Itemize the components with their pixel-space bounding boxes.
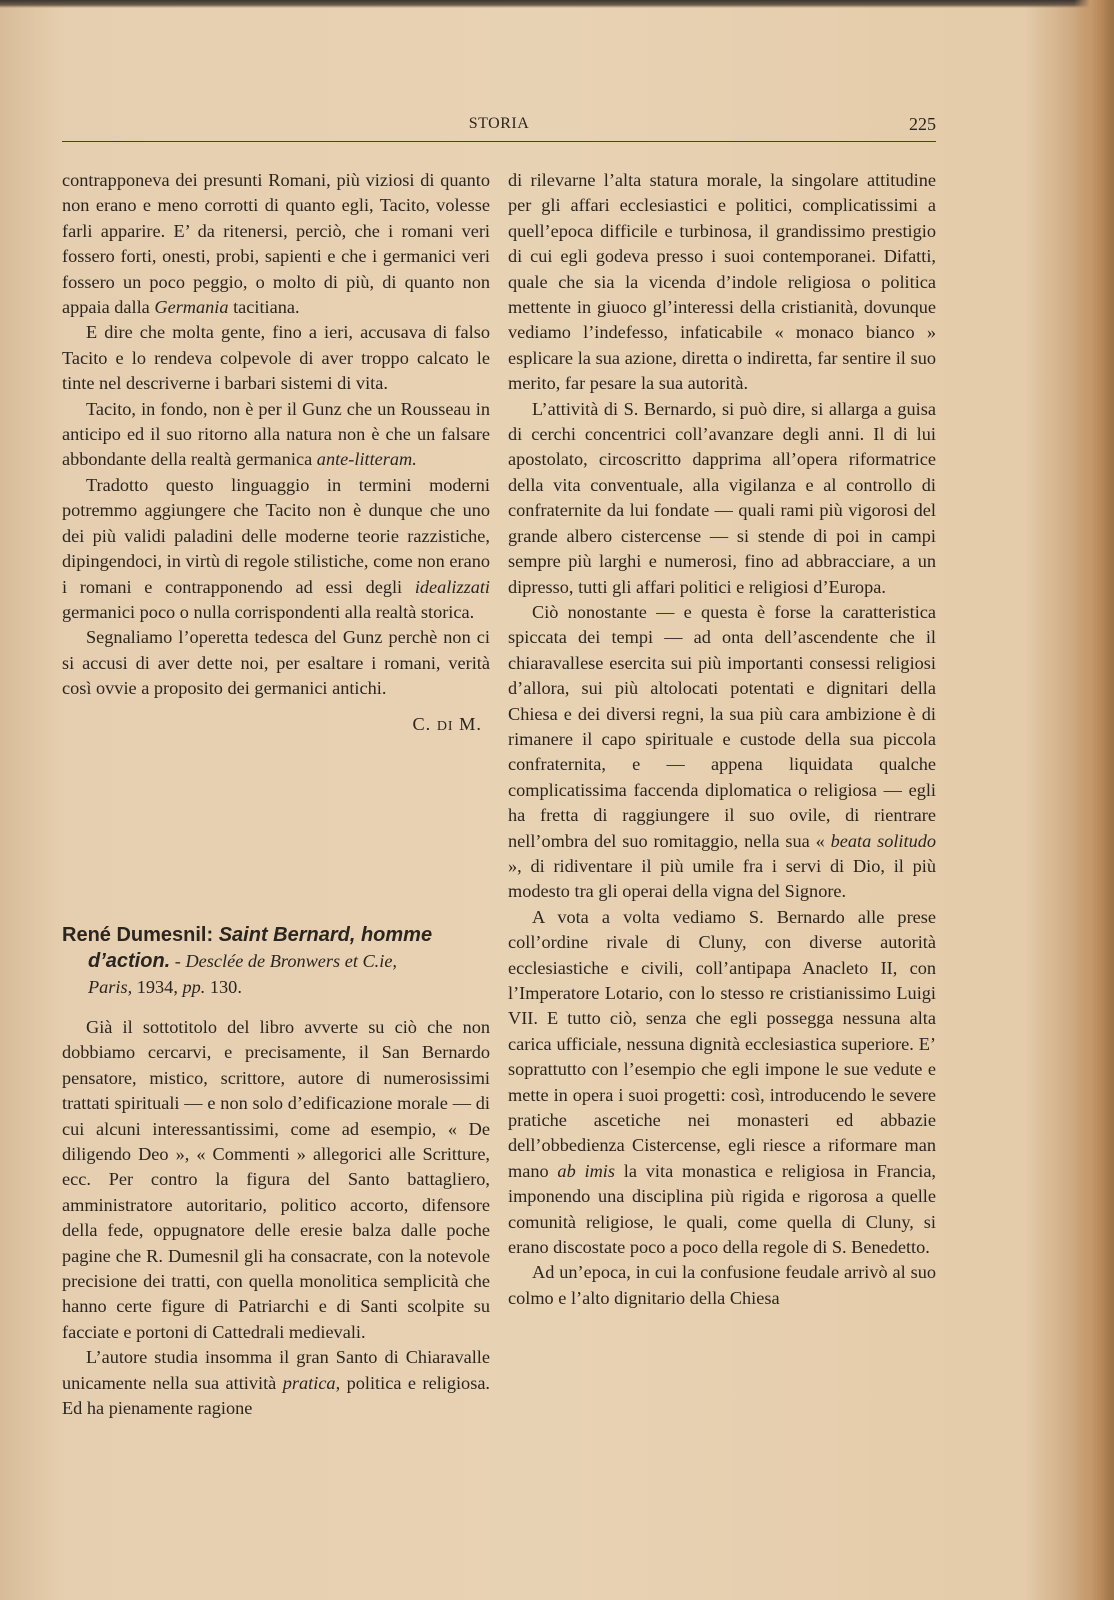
- book-spine-shadow: [1074, 0, 1114, 1600]
- paragraph: [62, 1345, 490, 1421]
- text-run: L’autore studia insomma il gran Santo di Chiaravalle unicamente nella sua attività: [62, 1347, 490, 1393]
- italic-text: ante-litteram.: [316, 449, 417, 470]
- paragraph: [508, 600, 936, 905]
- italic-text: Germania: [154, 297, 229, 318]
- place: Paris,: [88, 977, 133, 997]
- text-run: tacitiana.: [228, 297, 300, 318]
- signature: [62, 712, 482, 739]
- italic-text: pratica,: [282, 1372, 341, 1393]
- book-title: Saint Bernard, homme: [218, 924, 433, 946]
- page-number: 225: [909, 114, 936, 134]
- page-top-edge: [0, 0, 1114, 8]
- page-count: 130.: [205, 977, 242, 997]
- text-run: Tradotto questo linguaggio in termini moderni potremmo aggiungere che Tacito non è dunque che uno dei più validi paladini delle moderne teorie razzistiche, dipingendoci, in virtù di regole stilistiche, come non erano i romani e contrapponendo ad essi degli: [62, 474, 490, 597]
- review-body: [62, 1015, 490, 1422]
- paragraph: Ad un’epoca, in cui la confusione feudale arrivò al suo colmo e l’alto dignitario della Chiesa: [508, 1262, 936, 1308]
- paragraph: E dire che molta gente, fino a ieri, accusava di falso Tacito e lo rendeva colpevole di aver troppo calcato le tinte nel descriverne i barbari sistemi di vita.: [62, 322, 490, 394]
- section-title: STORIA: [468, 115, 530, 132]
- text-run: germanici poco o nulla corrispondenti alla realtà storica.: [62, 601, 475, 622]
- header-rule: [62, 141, 936, 142]
- italic-text: ab imis: [557, 1160, 615, 1181]
- text-run: la vita monastica e religiosa in Francia, imponendo una disciplina più rigida e rigorosa a quelle comunità religiose, le quali, come quella di Cluny, si erano discostate poco a poco della regole di S. Benedetto.: [508, 1160, 936, 1258]
- right-column: [508, 168, 936, 1311]
- paragraph: [508, 905, 936, 1261]
- paragraph: [62, 473, 490, 625]
- publisher: Desclée de Bronwers et C.ie,: [185, 951, 397, 971]
- paragraph: [62, 168, 490, 320]
- text-run: A vota a volta vediamo S. Bernardo alle prese coll’ordine rivale di Cluny, con diverse autorità ecclesiastiche e civili, coll’antipapa Anacleto II, con l’Imperatore Lotario, con lo stesso re cristianissimo Luigi VII. E tutto ciò, senza che egli possegga nessuna alta carica ufficiale, nessuna dignità ecclesiastica superiore. E’ soprattutto con l’esempio che egli impone le sue vedute e mette in opera i suoi progetti: così, introducendo le severe pratiche ascetiche nei monasteri ed abbazie dell’obbedienza Cistercense, egli riesce a riformare man mano: [508, 906, 936, 1181]
- book-title-cont: d’action.: [88, 950, 171, 972]
- signature-di: DI: [436, 718, 454, 734]
- year: 1934,: [132, 977, 183, 997]
- paragraph: Segnaliamo l’operetta tedesca del Gunz perchè non ci si accusi di aver dette noi, per esaltare i romani, verità così ovvie a proposito dei germanici antichi.: [62, 627, 490, 699]
- pages-abbr: pp.: [182, 977, 206, 997]
- text-run: contrapponeva dei presunti Romani, più viziosi di quanto non erano e meno corrotti di quanto egli, Tacito, volesse farli apparire. E’ da ritenersi, perciò, che i romani veri fossero forti, onesti, probi, sapienti e che i germanici veri fossero un poco peggio, o molto di più, di quanto non appaia dalla: [62, 170, 490, 318]
- paragraph: di rilevarne l’alta statura morale, la singolare attitudine per gli affari ecclesiastici e politici, complicatissimi a quell’epoca difficile e turbinosa, il grandissimo prestigio di cui egli godeva presso i suoi contemporanei. Difatti, quale che sia la vicenda d’indole religiosa o politica mettente in giuoco gl’interessi della cristianità, dovunque vediamo l’indefesso, infaticabile « monaco bianco » esplicare la sua azione, diretta o indiretta, far sentire il suo merito, far pesare la sua autorità.: [508, 170, 936, 394]
- paragraph: L’attività di S. Bernardo, si può dire, si allarga a guisa di cerchi concentrici coll’avanzare degli anni. Il di lui apostolato, circoscritto dapprima all’opera riformatrice della vita conventuale, alla vigilanza e al controllo di confraternite da lui fondate — quali rami più vigorosi del grande albero cistercense — si stende di poi in campi sempre più larghi e numerosi, fino ad abbracciare, a un dipresso, tutti gli affari politici e religiosi d’Europa.: [508, 398, 936, 597]
- paragraph: Già il sottotitolo del libro avverte su ciò che non dobbiamo cercarvi, e precisamente, il San Bernardo pensatore, mistico, scrittore, autore di numerosissimi trattati spirituali — e non solo d’edificazione morale — di cui alcuni interessantissimi, come ad esempio, « De diligendo Deo », « Commenti » allegorici alle Scritture, ecc. Per contro la figura del Santo battagliero, amministratore autoritario, politico accorto, difensore della fede, oppugnatore delle eresie balza dalle poche pagine che R. Dumesnil gli ha consacrate, con la notevole precisione dei tratti, con quella monolitica semplicità che hanno certe figure di Patriarchi e di Santi scolpite su facciate e portoni di Cattedrali medievali.: [62, 1017, 490, 1342]
- paragraph: [62, 397, 490, 473]
- text-run: Ciò nonostante — e questa è forse la caratteristica spiccata dei tempi — ad onta dell’ascendente che il chiaravallese esercita sui più importanti consessi religiosi d’allora, sui più altolocati potentati e dignitari della Chiesa e dei diversi regni, la sua più cara ambizione è di rimanere il capo spirituale e custode della sua piccola confraternita, e — appena liquidata qualche complicatissima faccenda diplomatica o religiosa — egli ha fretta di raggiungere il suo ovile, di rientrare nell’ombra del suo romitaggio, nella sua «: [508, 601, 936, 851]
- text-run: », di ridiventare il più umile fra i servi di Dio, il più modesto tra gli operai della vigna del Signore.: [508, 855, 936, 902]
- review-heading: [62, 922, 490, 1000]
- review-author: René Dumesnil:: [62, 924, 219, 946]
- separator: -: [170, 951, 186, 971]
- left-column: [62, 168, 490, 739]
- italic-text: idealizzati: [414, 576, 490, 597]
- italic-text: beata solitudo: [830, 830, 936, 851]
- text-run: politica e religiosa. Ed ha pienamente ragione: [62, 1372, 490, 1419]
- signature-initial: C.: [412, 713, 432, 734]
- signature-last: M.: [459, 713, 482, 734]
- text-run: Tacito, in fondo, non è per il Gunz che un Rousseau in anticipo ed il suo ritorno alla natura non è che un falsare abbondante della realtà germanica: [62, 398, 490, 470]
- running-header: [62, 112, 936, 142]
